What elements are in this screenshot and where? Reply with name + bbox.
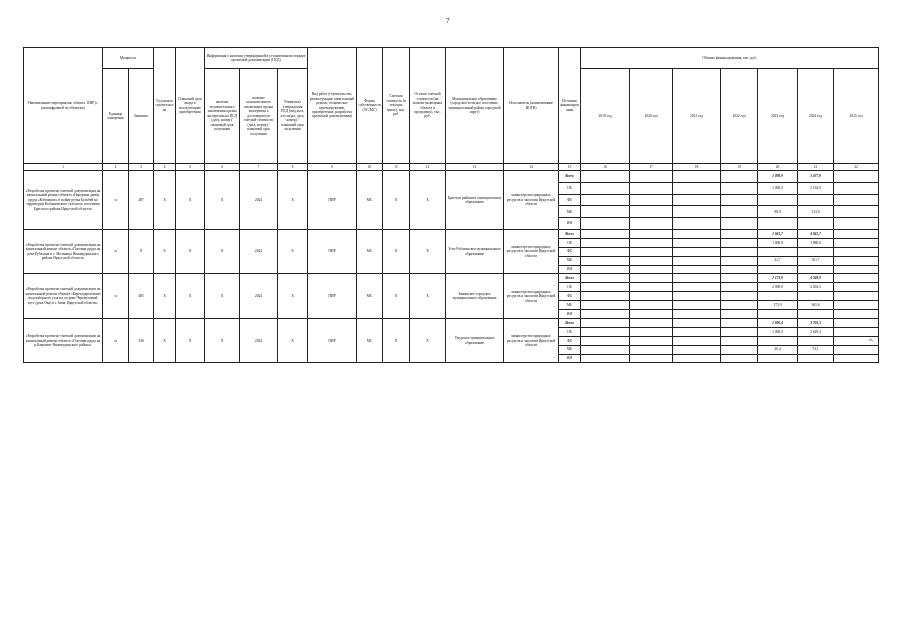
column-numbers-row bbox=[24, 164, 879, 171]
unit-cell: м bbox=[103, 171, 129, 230]
remaining-cell: Х bbox=[410, 229, 446, 273]
planned-term-cell: Х bbox=[176, 319, 205, 363]
year-2023-cell: 2 173,9 bbox=[758, 274, 798, 283]
year-2024-cell: 4 204,3 bbox=[798, 283, 834, 292]
pcd-c-cell: Х bbox=[278, 274, 308, 319]
year-2020-cell bbox=[630, 238, 673, 247]
funding-source-cell: ФБ bbox=[559, 292, 581, 301]
object-name-cell: «Разработка проектно-сметной документации на капитальный ремонт объекта «Напорная дамба пруда «Кобляково» в пойме ручья Бульбей на территории Кобляковского сельского поселения Братского района Иркутской области» bbox=[24, 171, 103, 230]
col-number: 4 bbox=[154, 164, 176, 171]
unit-cell: м bbox=[103, 274, 129, 319]
pcd-a-cell: Х bbox=[205, 274, 240, 319]
year-start-cell: Х bbox=[154, 274, 176, 319]
year-2020-cell bbox=[630, 171, 673, 183]
year-2020-cell bbox=[630, 283, 673, 292]
year-2024-cell bbox=[798, 337, 834, 346]
year-2020-cell bbox=[630, 337, 673, 346]
year-2022-cell bbox=[721, 194, 758, 206]
table-row bbox=[24, 171, 879, 183]
col-number: 3 bbox=[129, 164, 154, 171]
year-2023-cell: 1 000,0 bbox=[758, 328, 798, 337]
year-2025-cell bbox=[834, 247, 879, 256]
executor-cell: министерство природных ресурсов и экологии Иркутской области bbox=[504, 229, 559, 273]
planned-term-cell: Х bbox=[176, 229, 205, 273]
year-2022-cell bbox=[721, 337, 758, 346]
col-number: 15 bbox=[559, 164, 581, 171]
col-number: 17 bbox=[630, 164, 673, 171]
header-pcd-b: наличие положительного заключения органа экспертизы о достоверности сметной стоимости (дата, номер) / плановый срок получения bbox=[240, 69, 278, 164]
year-start-cell: Х bbox=[154, 171, 176, 230]
est-cost-cell: Х bbox=[383, 229, 410, 273]
year-2021-cell bbox=[673, 337, 721, 346]
year-2020-cell bbox=[630, 265, 673, 274]
year-2021-cell bbox=[673, 292, 721, 301]
est-cost-cell: Х bbox=[383, 319, 410, 363]
year-start-cell: Х bbox=[154, 319, 176, 363]
year-2023-cell: 1 000,0 bbox=[758, 182, 798, 194]
year-2023-cell bbox=[758, 218, 798, 230]
col-number: 10 bbox=[357, 164, 383, 171]
ownership-cell: МС bbox=[357, 274, 383, 319]
year-2022-cell bbox=[721, 345, 758, 354]
year-2020-cell bbox=[630, 229, 673, 238]
year-2022-cell bbox=[721, 301, 758, 310]
pcd-a-cell: Х bbox=[205, 229, 240, 273]
year-2019-cell bbox=[581, 319, 630, 328]
year-2022-cell bbox=[721, 328, 758, 337]
year-2023-cell: 41,7 bbox=[758, 256, 798, 265]
ownership-cell: МС bbox=[357, 319, 383, 363]
ownership-cell: МС bbox=[357, 229, 383, 273]
year-2023-cell bbox=[758, 265, 798, 274]
header-year: 2023 год bbox=[758, 69, 798, 164]
funding-source-cell: ОБ bbox=[559, 182, 581, 194]
executor-cell: министерство природных ресурсов и экологии Иркутской области bbox=[504, 171, 559, 230]
col-number: 20 bbox=[758, 164, 798, 171]
year-2024-cell: 3 880,0 bbox=[798, 238, 834, 247]
year-2019-cell bbox=[581, 310, 630, 319]
year-2019-cell bbox=[581, 292, 630, 301]
year-2021-cell bbox=[673, 206, 721, 218]
year-2020-cell bbox=[630, 301, 673, 310]
year-2021-cell bbox=[673, 301, 721, 310]
year-2020-cell bbox=[630, 328, 673, 337]
year-2022-cell bbox=[721, 310, 758, 319]
year-2019-cell bbox=[581, 283, 630, 292]
year-2025-cell bbox=[834, 319, 879, 328]
year-2024-cell: 4 569,9 bbox=[798, 274, 834, 283]
work-type-cell: ПИР bbox=[308, 229, 357, 273]
year-2022-cell bbox=[721, 283, 758, 292]
year-2019-cell bbox=[581, 274, 630, 283]
year-2021-cell bbox=[673, 328, 721, 337]
year-2023-cell bbox=[758, 194, 798, 206]
header-year: 2024 год bbox=[798, 69, 834, 164]
remaining-cell: Х bbox=[410, 171, 446, 230]
funding-source-cell: ФБ bbox=[559, 247, 581, 256]
col-number: 6 bbox=[205, 164, 240, 171]
remaining-cell: Х bbox=[410, 274, 446, 319]
funding-source-cell: Всего bbox=[559, 171, 581, 183]
col-number: 13 bbox=[446, 164, 504, 171]
col-number: 2 bbox=[103, 164, 129, 171]
year-2023-cell: 1 000,0 bbox=[758, 238, 798, 247]
year-2024-cell: 365,6 bbox=[798, 301, 834, 310]
year-2019-cell bbox=[581, 218, 630, 230]
year-2023-cell bbox=[758, 310, 798, 319]
header-executor: Исполнитель (наименование ИОГВ) bbox=[504, 48, 559, 164]
year-2023-cell bbox=[758, 292, 798, 301]
year-2025-cell bbox=[834, 274, 879, 283]
object-name-cell: «Разработка проектно-сметной документации на капитальный ремонт объекта «Берегоукрепление водозаборного узла на острове Черемуховый куст (река Ока) в г. Зима, Иркутской области» bbox=[24, 274, 103, 319]
col-number: 8 bbox=[278, 164, 308, 171]
year-2024-cell bbox=[798, 247, 834, 256]
year-2019-cell bbox=[581, 345, 630, 354]
year-2020-cell bbox=[630, 310, 673, 319]
year-2023-cell: 173,9 bbox=[758, 301, 798, 310]
year-2023-cell bbox=[758, 337, 798, 346]
year-2024-cell bbox=[798, 265, 834, 274]
year-2024-cell: 313,0 bbox=[798, 206, 834, 218]
header-funding: Объемы финансирования, тыс. руб. bbox=[581, 48, 879, 69]
year-2023-cell: 1 098,9 bbox=[758, 171, 798, 183]
year-2024-cell bbox=[798, 310, 834, 319]
year-2025-cell bbox=[834, 301, 879, 310]
year-2021-cell bbox=[673, 265, 721, 274]
year-2025-cell bbox=[834, 310, 879, 319]
year-2020-cell bbox=[630, 194, 673, 206]
header-year-start: Год начала строительства bbox=[154, 48, 176, 164]
municipality-cell: Усть-Рубахинское муниципальное образование bbox=[446, 229, 504, 273]
year-2024-cell bbox=[798, 354, 834, 363]
year-2025-cell bbox=[834, 354, 879, 363]
funding-source-cell: Всего bbox=[559, 229, 581, 238]
year-2023-cell bbox=[758, 354, 798, 363]
col-number: 18 bbox=[673, 164, 721, 171]
year-2024-cell bbox=[798, 218, 834, 230]
header-est-cost: Сметная стоимость (в текущих ценах), тыс. руб. bbox=[383, 48, 410, 164]
header-remaining: Остаток сметной стоимости (на момент включения объекта в программу), тыс. руб. bbox=[410, 48, 446, 164]
work-type-cell: ПИР bbox=[308, 274, 357, 319]
planned-term-cell: Х bbox=[176, 171, 205, 230]
pcd-a-cell: Х bbox=[205, 171, 240, 230]
header-capacity: Мощность bbox=[103, 48, 154, 69]
year-2019-cell bbox=[581, 229, 630, 238]
work-type-cell: ПИР bbox=[308, 319, 357, 363]
year-2021-cell bbox=[673, 310, 721, 319]
year-2025-cell bbox=[834, 292, 879, 301]
trailing-mark: ». bbox=[869, 337, 874, 343]
year-2025-cell bbox=[834, 345, 879, 354]
year-2025-cell bbox=[834, 265, 879, 274]
col-number: 22 bbox=[834, 164, 879, 171]
year-2020-cell bbox=[630, 354, 673, 363]
financing-table bbox=[23, 47, 879, 363]
year-2022-cell bbox=[721, 292, 758, 301]
year-2023-cell: 2 000,0 bbox=[758, 283, 798, 292]
header-ownership: Форма собственности (ОС/МС) bbox=[357, 48, 383, 164]
year-2024-cell: 3 164,9 bbox=[798, 182, 834, 194]
year-2024-cell: 3 629,4 bbox=[798, 328, 834, 337]
year-2019-cell bbox=[581, 265, 630, 274]
year-2024-cell: 3 703,5 bbox=[798, 319, 834, 328]
col-number: 11 bbox=[383, 164, 410, 171]
year-2025-cell bbox=[834, 283, 879, 292]
year-2019-cell bbox=[581, 337, 630, 346]
year-2024-cell: 3 477,9 bbox=[798, 171, 834, 183]
header-work-type: Вид работ (строительство, реконструкция, капитальный ремонт, техническое перевооружение, приобретение, разработка проектной документации) bbox=[308, 48, 357, 164]
work-type-cell: ПИР bbox=[308, 171, 357, 230]
year-2021-cell bbox=[673, 194, 721, 206]
year-2020-cell bbox=[630, 247, 673, 256]
funding-source-cell: ИИ bbox=[559, 265, 581, 274]
header-year: 2019 год bbox=[581, 69, 630, 164]
header-pcd-c: Реквизиты утверждения ПСД (вид акта, кто издал, дата, номер) / плановый срок получения bbox=[278, 69, 308, 164]
header-unit: Единица измерения bbox=[103, 69, 129, 164]
col-number: 9 bbox=[308, 164, 357, 171]
year-2023-cell: 98,9 bbox=[758, 206, 798, 218]
year-2025-cell bbox=[834, 218, 879, 230]
year-2020-cell bbox=[630, 256, 673, 265]
pcd-b-cell: 2024 bbox=[240, 229, 278, 273]
year-2021-cell bbox=[673, 171, 721, 183]
remaining-cell: Х bbox=[410, 319, 446, 363]
year-2021-cell bbox=[673, 182, 721, 194]
year-2023-cell: 20,4 bbox=[758, 345, 798, 354]
value-cell: 487 bbox=[129, 171, 154, 230]
funding-source-cell: ОБ bbox=[559, 328, 581, 337]
year-2020-cell bbox=[630, 345, 673, 354]
planned-term-cell: Х bbox=[176, 274, 205, 319]
funding-source-cell: Всего bbox=[559, 274, 581, 283]
object-name-cell: «Разработка проектно-сметной документации на капитальный ремонт объекта «Плотина пруда на реке Рубахина в с. Мельница Нижнеудинского района Иркутской области» bbox=[24, 229, 103, 273]
year-2020-cell bbox=[630, 319, 673, 328]
year-start-cell: Х bbox=[154, 229, 176, 273]
col-number: 12 bbox=[410, 164, 446, 171]
year-2020-cell bbox=[630, 218, 673, 230]
funding-source-cell: ФБ bbox=[559, 194, 581, 206]
year-2022-cell bbox=[721, 218, 758, 230]
col-number: 16 bbox=[581, 164, 630, 171]
year-2019-cell bbox=[581, 301, 630, 310]
unit-cell: м bbox=[103, 319, 129, 363]
funding-source-cell: ФБ bbox=[559, 337, 581, 346]
year-2021-cell bbox=[673, 274, 721, 283]
municipality-cell: Братское районное муниципальное образование bbox=[446, 171, 504, 230]
year-2022-cell bbox=[721, 274, 758, 283]
header-year: 2021 год bbox=[673, 69, 721, 164]
funding-source-cell: ИИ bbox=[559, 310, 581, 319]
year-2022-cell bbox=[721, 238, 758, 247]
pcd-b-cell: 2024 bbox=[240, 274, 278, 319]
col-number: 21 bbox=[798, 164, 834, 171]
year-2022-cell bbox=[721, 265, 758, 274]
funding-source-cell: ИИ bbox=[559, 354, 581, 363]
funding-source-cell: ИИ bbox=[559, 218, 581, 230]
year-2024-cell bbox=[798, 194, 834, 206]
pcd-b-cell: 2024 bbox=[240, 171, 278, 230]
year-2021-cell bbox=[673, 229, 721, 238]
pcd-c-cell: Х bbox=[278, 229, 308, 273]
table-body bbox=[24, 171, 879, 363]
year-2022-cell bbox=[721, 171, 758, 183]
year-2024-cell bbox=[798, 292, 834, 301]
year-2022-cell bbox=[721, 354, 758, 363]
year-2025-cell bbox=[834, 171, 879, 183]
value-cell: 485 bbox=[129, 274, 154, 319]
year-2022-cell bbox=[721, 256, 758, 265]
col-number: 5 bbox=[176, 164, 205, 171]
year-2021-cell bbox=[673, 256, 721, 265]
year-2024-cell: 161,7 bbox=[798, 256, 834, 265]
funding-source-cell: ОБ bbox=[559, 283, 581, 292]
header-pcd-info: Информация о наличии утвержденной в установленном порядке проектной документации (ПСД) bbox=[205, 48, 308, 69]
year-2021-cell bbox=[673, 283, 721, 292]
year-2024-cell: 4 041,7 bbox=[798, 229, 834, 238]
col-number: 14 bbox=[504, 164, 559, 171]
year-2020-cell bbox=[630, 274, 673, 283]
year-2020-cell bbox=[630, 182, 673, 194]
year-2021-cell bbox=[673, 354, 721, 363]
year-2025-cell bbox=[834, 182, 879, 194]
funding-source-cell: ОБ bbox=[559, 238, 581, 247]
municipality-cell: Ужурское муниципальное образование bbox=[446, 319, 504, 363]
col-number: 7 bbox=[240, 164, 278, 171]
year-2025-cell bbox=[834, 194, 879, 206]
header-year: 2020 год bbox=[630, 69, 673, 164]
col-number: 19 bbox=[721, 164, 758, 171]
year-2025-cell bbox=[834, 229, 879, 238]
year-2022-cell bbox=[721, 206, 758, 218]
executor-cell: министерство природных ресурсов и экологии Иркутской области bbox=[504, 274, 559, 319]
year-2022-cell bbox=[721, 247, 758, 256]
header-planned-term: Плановый срок ввода в эксплуатацию/приобретения bbox=[176, 48, 205, 164]
year-2019-cell bbox=[581, 354, 630, 363]
value-cell: Х bbox=[129, 229, 154, 273]
year-2023-cell: 1 041,7 bbox=[758, 229, 798, 238]
funding-source-cell: МБ bbox=[559, 345, 581, 354]
year-2021-cell bbox=[673, 238, 721, 247]
unit-cell: м bbox=[103, 229, 129, 273]
page-number: 7 bbox=[446, 17, 450, 25]
year-2019-cell bbox=[581, 238, 630, 247]
header-source: Источник финансирования bbox=[559, 48, 581, 164]
year-2021-cell bbox=[673, 319, 721, 328]
table-row bbox=[24, 319, 879, 328]
header-municipality: Муниципальное образование (городское/сельское поселение, муниципальный район, городской округ) bbox=[446, 48, 504, 164]
funding-source-cell: Всего bbox=[559, 319, 581, 328]
year-2025-cell bbox=[834, 256, 879, 265]
pcd-b-cell: 2024 bbox=[240, 319, 278, 363]
year-2021-cell bbox=[673, 247, 721, 256]
header-year: 2022 год bbox=[721, 69, 758, 164]
year-2025-cell bbox=[834, 238, 879, 247]
funding-source-cell: МБ bbox=[559, 206, 581, 218]
year-2020-cell bbox=[630, 206, 673, 218]
executor-cell: министерство природных ресурсов и экологии Иркутской области bbox=[504, 319, 559, 363]
year-2021-cell bbox=[673, 218, 721, 230]
year-2019-cell bbox=[581, 206, 630, 218]
funding-source-cell: МБ bbox=[559, 301, 581, 310]
est-cost-cell: Х bbox=[383, 171, 410, 230]
year-2024-cell: 74,1 bbox=[798, 345, 834, 354]
header-name: Наименование мероприятия, объекта, ПИР (с расшифровкой по объектам) bbox=[24, 48, 103, 164]
table-row bbox=[24, 229, 879, 238]
pcd-c-cell: Х bbox=[278, 171, 308, 230]
year-2022-cell bbox=[721, 319, 758, 328]
municipality-cell: Зиминское городское муниципальное образование bbox=[446, 274, 504, 319]
year-2025-cell bbox=[834, 328, 879, 337]
year-2019-cell bbox=[581, 194, 630, 206]
year-2023-cell: 1 020,4 bbox=[758, 319, 798, 328]
pcd-a-cell: Х bbox=[205, 319, 240, 363]
year-2019-cell bbox=[581, 182, 630, 194]
ownership-cell: МС bbox=[357, 171, 383, 230]
year-2022-cell bbox=[721, 229, 758, 238]
year-2022-cell bbox=[721, 182, 758, 194]
table-row bbox=[24, 274, 879, 283]
year-2019-cell bbox=[581, 256, 630, 265]
pcd-c-cell: Х bbox=[278, 319, 308, 363]
header-value: Значение bbox=[129, 69, 154, 164]
header-pcd-a: наличие положительного заключения органа экспертизы на ПСД (дата, номер)/плановый срок получения bbox=[205, 69, 240, 164]
year-2023-cell bbox=[758, 247, 798, 256]
year-2019-cell bbox=[581, 328, 630, 337]
col-number: 1 bbox=[24, 164, 103, 171]
object-name-cell: «Разработка проектно-сметной документации на капитальный ремонт объекта «Плотина пруда на р.Камышет Нижнеудинского района» bbox=[24, 319, 103, 363]
year-2025-cell bbox=[834, 206, 879, 218]
year-2019-cell bbox=[581, 171, 630, 183]
est-cost-cell: Х bbox=[383, 274, 410, 319]
value-cell: 340 bbox=[129, 319, 154, 363]
funding-source-cell: МБ bbox=[559, 256, 581, 265]
header-year: 2025 год bbox=[834, 69, 879, 164]
year-2020-cell bbox=[630, 292, 673, 301]
year-2021-cell bbox=[673, 345, 721, 354]
year-2019-cell bbox=[581, 247, 630, 256]
